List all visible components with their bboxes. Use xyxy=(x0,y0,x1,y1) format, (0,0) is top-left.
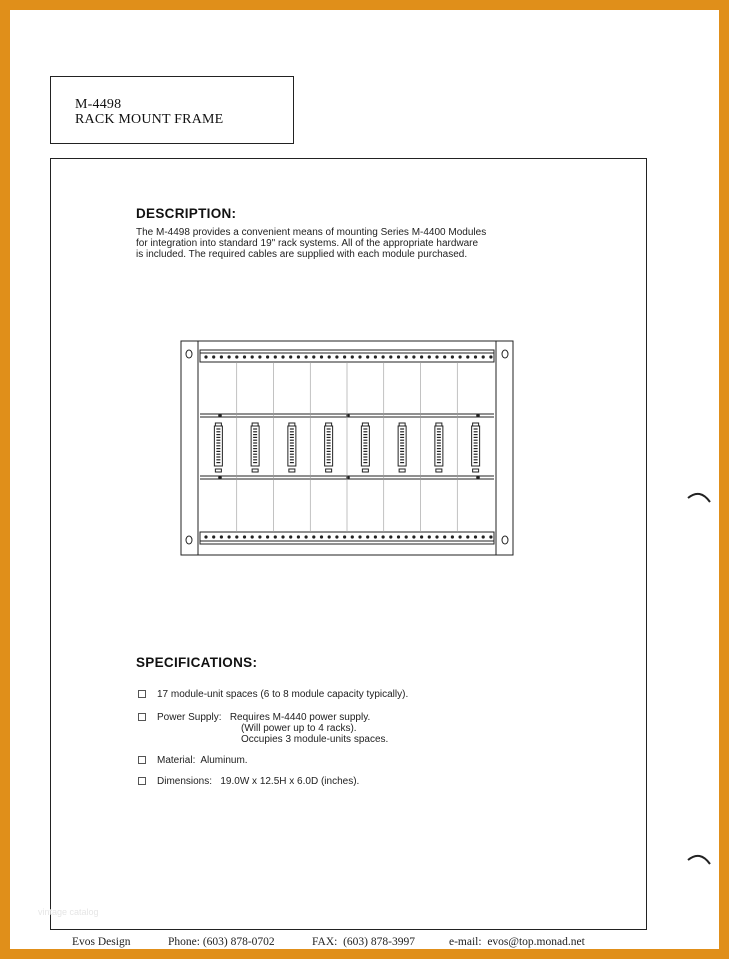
spec-line: Power Supply: Requires M-4440 power supply. xyxy=(157,712,371,723)
description-heading: DESCRIPTION: xyxy=(136,206,237,221)
rail-hole xyxy=(258,535,261,538)
rail-hole xyxy=(397,535,400,538)
rail-hole xyxy=(266,355,269,358)
rail-hole xyxy=(251,535,254,538)
rail-hole xyxy=(466,535,469,538)
rail-hole xyxy=(212,535,215,538)
rail-hole xyxy=(297,535,300,538)
rail-hole xyxy=(297,355,300,358)
rail-hole xyxy=(443,535,446,538)
rail-screw xyxy=(218,414,222,418)
connector-tab xyxy=(215,469,221,472)
rail-hole xyxy=(220,535,223,538)
rail-hole xyxy=(305,355,308,358)
connector-tab xyxy=(289,423,295,426)
spec-line: Dimensions: 19.0W x 12.5H x 6.0D (inches). xyxy=(157,776,360,787)
checkbox-icon xyxy=(138,756,146,764)
rail-hole xyxy=(274,355,277,358)
rail-hole xyxy=(258,355,261,358)
spec-line: Occupies 3 module-units spaces. xyxy=(241,734,389,745)
footer-fax: FAX: (603) 878-3997 xyxy=(312,936,415,948)
rail-hole xyxy=(428,535,431,538)
rail-screw xyxy=(218,476,222,480)
rail-hole xyxy=(204,355,207,358)
rail-hole xyxy=(274,535,277,538)
rail-hole xyxy=(235,535,238,538)
spec-item xyxy=(138,689,408,700)
footer-phone: Phone: (603) 878-0702 xyxy=(168,936,275,948)
spec-line: 17 module-unit spaces (6 to 8 module capacity typically). xyxy=(157,689,409,700)
rail-hole xyxy=(397,355,400,358)
rail-hole xyxy=(482,535,485,538)
binder-notch-icon xyxy=(686,848,712,874)
rail-hole xyxy=(328,355,331,358)
rail-hole xyxy=(328,535,331,538)
rail-hole xyxy=(305,535,308,538)
description-line: is included. The required cables are supplied with each module purchased. xyxy=(136,249,468,260)
checkbox-icon xyxy=(138,690,146,698)
spec-item xyxy=(138,712,388,745)
connector-tab xyxy=(399,469,405,472)
rail-hole xyxy=(451,355,454,358)
watermark: vintage catalog xyxy=(38,907,99,917)
product-title: RACK MOUNT FRAME xyxy=(75,112,224,127)
rail-hole xyxy=(343,355,346,358)
rail-hole xyxy=(228,355,231,358)
connector-tab xyxy=(399,423,405,426)
rail-hole xyxy=(435,535,438,538)
rail-hole xyxy=(412,355,415,358)
rail-hole xyxy=(281,535,284,538)
spec-line: (Will power up to 4 racks). xyxy=(241,723,357,734)
rail-hole xyxy=(289,355,292,358)
rail-hole xyxy=(405,355,408,358)
rail-hole xyxy=(389,535,392,538)
rail-screw xyxy=(476,414,480,418)
rack-mount-frame-drawing xyxy=(180,340,514,556)
rail-hole xyxy=(405,535,408,538)
connector-tab xyxy=(252,469,258,472)
connector-tab xyxy=(215,423,221,426)
rail-hole xyxy=(374,355,377,358)
rail-hole xyxy=(366,535,369,538)
rail-hole xyxy=(466,355,469,358)
rail-hole xyxy=(435,355,438,358)
model-number: M-4498 xyxy=(75,97,122,112)
rail-hole xyxy=(389,355,392,358)
rail-hole xyxy=(474,355,477,358)
connector-tab xyxy=(362,469,368,472)
checkbox-icon xyxy=(138,777,146,785)
connector-tab xyxy=(436,423,442,426)
specifications-heading: SPECIFICATIONS: xyxy=(136,655,258,670)
binder-notch-icon xyxy=(686,486,712,512)
description-text xyxy=(136,227,566,260)
connector-tab xyxy=(326,469,332,472)
rail-hole xyxy=(220,355,223,358)
description-line: The M-4498 provides a convenient means of mounting Series M-4400 Modules xyxy=(136,227,487,238)
rail-hole xyxy=(335,535,338,538)
rail-hole xyxy=(335,355,338,358)
rail-hole xyxy=(281,355,284,358)
rail-hole xyxy=(351,355,354,358)
rail-hole xyxy=(428,355,431,358)
rail-hole xyxy=(228,535,231,538)
rail-hole xyxy=(420,535,423,538)
rail-screw xyxy=(476,476,480,480)
rail-hole xyxy=(374,535,377,538)
connector-tab xyxy=(436,469,442,472)
footer-company: Evos Design xyxy=(72,936,131,948)
connector-tab xyxy=(362,423,368,426)
rail-hole xyxy=(489,355,492,358)
rail-hole xyxy=(358,355,361,358)
rail-hole xyxy=(482,355,485,358)
rail-hole xyxy=(382,355,385,358)
rail-hole xyxy=(312,535,315,538)
rail-hole xyxy=(320,355,323,358)
rail-hole xyxy=(204,535,207,538)
rail-hole xyxy=(459,535,462,538)
rail-hole xyxy=(343,535,346,538)
rail-hole xyxy=(366,355,369,358)
rail-hole xyxy=(459,355,462,358)
rail-hole xyxy=(235,355,238,358)
rail-hole xyxy=(351,535,354,538)
rail-hole xyxy=(412,535,415,538)
title-box xyxy=(50,76,294,144)
connector-tab xyxy=(473,423,479,426)
description-line: for integration into standard 19" rack systems. All of the appropriate hardware xyxy=(136,238,479,249)
rail-hole xyxy=(489,535,492,538)
rail-hole xyxy=(358,535,361,538)
rail-hole xyxy=(312,355,315,358)
connector-tab xyxy=(326,423,332,426)
spec-item xyxy=(138,776,359,787)
spec-line: Material: Aluminum. xyxy=(157,755,248,766)
spec-item xyxy=(138,755,248,766)
rail-hole xyxy=(451,535,454,538)
rail-hole xyxy=(382,535,385,538)
rail-hole xyxy=(443,355,446,358)
rail-hole xyxy=(420,355,423,358)
connector-tab xyxy=(473,469,479,472)
rail-hole xyxy=(474,535,477,538)
connector-tab xyxy=(289,469,295,472)
rail-hole xyxy=(320,535,323,538)
rail-hole xyxy=(212,355,215,358)
rail-hole xyxy=(289,535,292,538)
rail-hole xyxy=(243,355,246,358)
rail-hole xyxy=(251,355,254,358)
connector-tab xyxy=(252,423,258,426)
rail-hole xyxy=(266,535,269,538)
footer-email: e-mail: evos@top.monad.net xyxy=(449,936,585,948)
rail-hole xyxy=(243,535,246,538)
checkbox-icon xyxy=(138,713,146,721)
